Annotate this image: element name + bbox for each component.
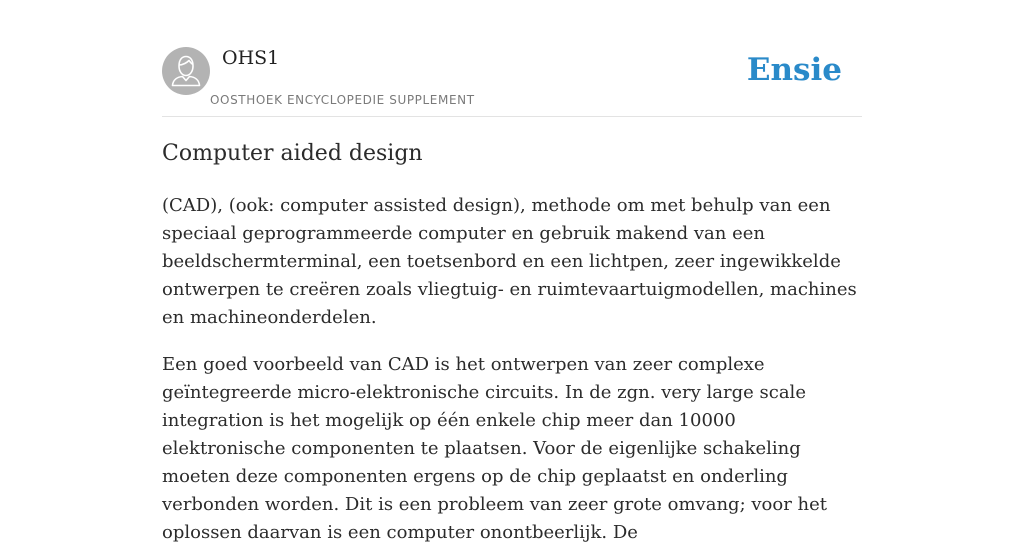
user-avatar-icon[interactable] bbox=[162, 47, 210, 95]
ensie-logo[interactable]: Ensie bbox=[746, 52, 842, 88]
username-link[interactable]: OHS1 bbox=[222, 47, 280, 69]
article-header bbox=[162, 46, 862, 117]
article-body bbox=[162, 138, 862, 547]
source-label[interactable]: OOSTHOEK ENCYCLOPEDIE SUPPLEMENT bbox=[210, 93, 475, 107]
article-paragraph: Een goed voorbeeld van CAD is het ontwerpen van zeer complexe geïntegreerde micro-elektronische circuits. In de zgn. very large scale integration is het mogelijk op één enkele chip meer dan 10000 elektronische componenten te plaatsen. Voor de eigenlijke schakeling moeten deze componenten ergens op de chip geplaatst en onderling verbonden worden. Dit is een probleem van zeer grote omvang; voor het oplossen daarvan is een computer onontbeerlijk. De bbox=[162, 354, 827, 543]
article-paragraph: (CAD), (ook: computer assisted design), methode om met behulp van een speciaal geprogrammeerde computer en gebruik makend van een beeldschermterminal, een toetsenbord en een lichtpen, zeer ingewikkelde ontwerpen te creëren zoals vliegtuig- en ruimtevaartuigmodellen, machines en machineonderdelen. bbox=[162, 195, 857, 328]
article-title: Computer aided design bbox=[162, 141, 423, 166]
